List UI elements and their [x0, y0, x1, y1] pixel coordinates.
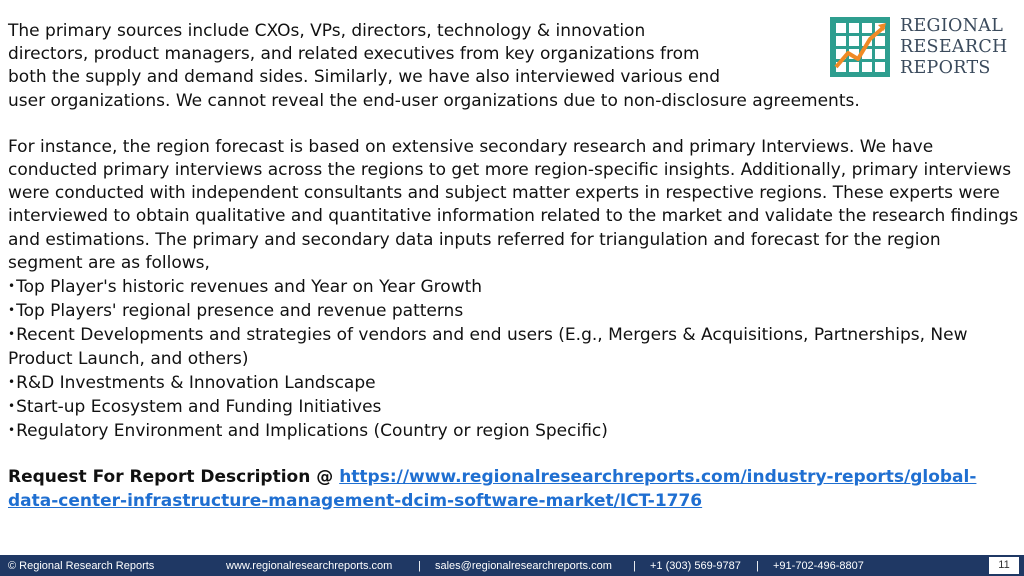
request-label: Request For Report Description @ — [8, 467, 340, 488]
bullet-dot: • — [8, 303, 16, 318]
bullet-item — [8, 323, 1020, 370]
bullet-dot: • — [8, 423, 16, 438]
footer-separator: | — [633, 560, 636, 572]
footer-separator: | — [418, 560, 421, 572]
bullet-dot: • — [8, 327, 16, 342]
bullet-dot: • — [8, 374, 16, 389]
footer-separator: | — [756, 560, 759, 572]
bullet-item — [8, 395, 1020, 419]
footer-phone-in: +91-702-496-8807 — [773, 560, 864, 572]
bullet-text: Recent Developments and strategies of vendors and end users (E.g., Mergers & Acquisitions, Partnerships, New Product Launch, and others) — [8, 325, 968, 369]
bullet-text: Top Player's historic revenues and Year on Year Growth — [16, 277, 483, 298]
page-number: 11 — [989, 557, 1019, 574]
bullet-item — [8, 299, 1020, 323]
region-paragraph: For instance, the region forecast is based on extensive secondary research and primary Interviews. We have conducted primary interviews across the regions to get more region-specific insights. Additionally, primary interviews were conducted with independent consultants and subject matter experts in respective regions. These experts were interviewed to obtain qualitative and quantitative information related to the market and validate the research findings and estimations. The primary and secondary data inputs referred for triangulation and forecast for the region segment are as follows, — [8, 136, 1019, 273]
intro-line: directors, product managers, and related executives from key organizations from — [8, 44, 700, 65]
footer-email[interactable]: sales@regionalresearchreports.com — [435, 560, 612, 572]
intro-line: user organizations. We cannot reveal the end-user organizations due to non-disclosure agreements. — [8, 90, 860, 111]
logo-line-1: REGIONAL — [900, 15, 1004, 36]
bullet-text: Top Players' regional presence and revenue patterns — [16, 301, 464, 322]
bullet-text: Start-up Ecosystem and Funding Initiatives — [16, 397, 382, 418]
bullet-dot: • — [8, 399, 16, 414]
logo-line-2: RESEARCH — [900, 36, 1008, 57]
request-description — [8, 466, 1020, 512]
spacer — [8, 443, 1020, 466]
footer-website[interactable]: www.regionalresearchreports.com — [226, 560, 393, 572]
slide-body — [8, 20, 1020, 513]
footer-bar — [0, 555, 1024, 576]
footer-phone-us: +1 (303) 569-9787 — [650, 560, 741, 572]
bullet-item — [8, 275, 1020, 299]
bullet-text: Regulatory Environment and Implications (Country or region Specific) — [16, 421, 608, 442]
intro-line: both the supply and demand sides. Similarly, we have also interviewed various end — [8, 67, 721, 88]
logo-line-3: REPORTS — [900, 57, 991, 78]
spacer — [8, 113, 1020, 136]
footer-copyright: © Regional Research Reports — [8, 560, 155, 572]
intro-line: The primary sources include CXOs, VPs, directors, technology & innovation — [8, 21, 646, 41]
bullet-item — [8, 371, 1020, 395]
bullet-text: R&D Investments & Innovation Landscape — [16, 372, 376, 393]
bullet-item — [8, 419, 1020, 443]
report-link[interactable]: https://www.regionalresearchreports.com/industry-reports/global-data-center-infrastructure-management-dcim-software-market/ICT-1776 — [8, 467, 977, 511]
bullet-dot: • — [8, 279, 16, 294]
